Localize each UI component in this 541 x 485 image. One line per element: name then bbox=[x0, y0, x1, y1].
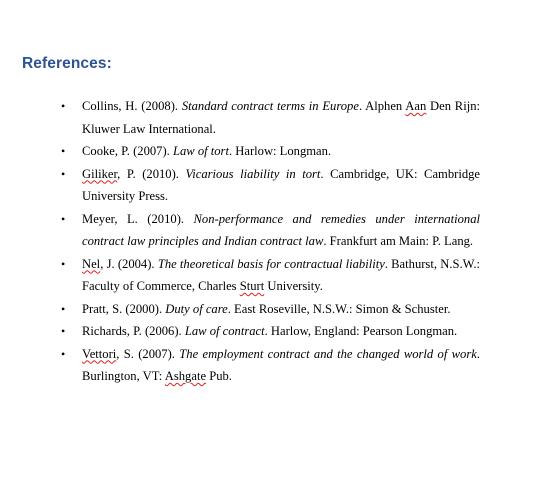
reference-title: Non-performance and remedies under international contract law principles and Indian contract law bbox=[82, 211, 480, 248]
references-list bbox=[60, 95, 480, 388]
reference-title: Vicarious liability in tort bbox=[185, 166, 321, 181]
reference-item bbox=[60, 320, 480, 343]
reference-publisher: . East Roseville, N.S.W.: Simon & Schuster. bbox=[227, 301, 451, 316]
reference-item bbox=[60, 343, 480, 388]
bullet-icon: • bbox=[61, 211, 66, 226]
spellcheck-flag: Sturt bbox=[239, 279, 265, 293]
bullet-icon: • bbox=[61, 166, 66, 181]
reference-text bbox=[82, 167, 480, 204]
reference-text bbox=[82, 324, 457, 338]
spellcheck-flag: Giliker bbox=[82, 166, 118, 181]
reference-publisher: . Cambridge, UK: Cambridge University Press. bbox=[82, 166, 480, 203]
reference-text bbox=[82, 347, 480, 384]
reference-publisher: . Burlington, VT: Ashgate Pub. bbox=[82, 346, 480, 383]
reference-title: The employment contract and the changed world of work bbox=[179, 346, 477, 361]
reference-text bbox=[82, 144, 331, 158]
bullet-icon: • bbox=[61, 144, 66, 158]
reference-text bbox=[82, 302, 450, 316]
reference-author-year: Nel, J. (2004). bbox=[82, 256, 158, 271]
references-heading: References: bbox=[22, 55, 112, 72]
spellcheck-flag: Vettori bbox=[82, 346, 117, 361]
reference-title: The theoretical basis for contractual liability bbox=[157, 256, 385, 271]
bullet-icon: • bbox=[61, 99, 66, 113]
reference-title: Standard contract terms in Europe bbox=[181, 99, 359, 113]
reference-publisher: . Harlow, England: Pearson Longman. bbox=[264, 324, 458, 338]
reference-author-year: Meyer, L. (2010). bbox=[82, 211, 194, 226]
reference-publisher: . Frankfurt am Main: P. Lang. bbox=[323, 234, 474, 248]
reference-author-year: Cooke, P. (2007). bbox=[82, 144, 173, 158]
reference-title: Law of contract bbox=[184, 324, 265, 338]
bullet-icon: • bbox=[61, 324, 66, 338]
reference-item bbox=[60, 95, 480, 140]
reference-item bbox=[60, 253, 480, 298]
bullet-icon: • bbox=[61, 346, 66, 361]
bullet-icon: • bbox=[61, 301, 66, 316]
reference-author-year: Vettori, S. (2007). bbox=[82, 346, 180, 361]
reference-item bbox=[60, 163, 480, 208]
spellcheck-flag: Aan bbox=[405, 99, 427, 113]
reference-author-year: Pratt, S. (2000). bbox=[82, 301, 166, 316]
reference-text bbox=[82, 257, 480, 294]
reference-author-year: Giliker, P. (2010). bbox=[82, 166, 186, 181]
spellcheck-flag: Ashgate bbox=[164, 369, 207, 383]
reference-author-year: Collins, H. (2008). bbox=[82, 99, 182, 113]
reference-title: Law of tort bbox=[172, 144, 229, 158]
spellcheck-flag: Nel bbox=[82, 256, 101, 271]
reference-item bbox=[60, 298, 480, 321]
reference-publisher: . Bathurst, N.S.W.: Faculty of Commerce, Charles Sturt University. bbox=[82, 256, 480, 293]
reference-text bbox=[82, 212, 480, 249]
reference-author-year: Richards, P. (2006). bbox=[82, 324, 185, 338]
reference-publisher: . Alphen Aan Den Rijn: Kluwer Law International. bbox=[82, 99, 480, 136]
reference-title: Duty of care bbox=[165, 301, 228, 316]
reference-item bbox=[60, 140, 480, 163]
reference-publisher: . Harlow: Longman. bbox=[228, 144, 332, 158]
reference-item bbox=[60, 208, 480, 253]
bullet-icon: • bbox=[61, 256, 66, 271]
reference-text bbox=[82, 99, 480, 136]
